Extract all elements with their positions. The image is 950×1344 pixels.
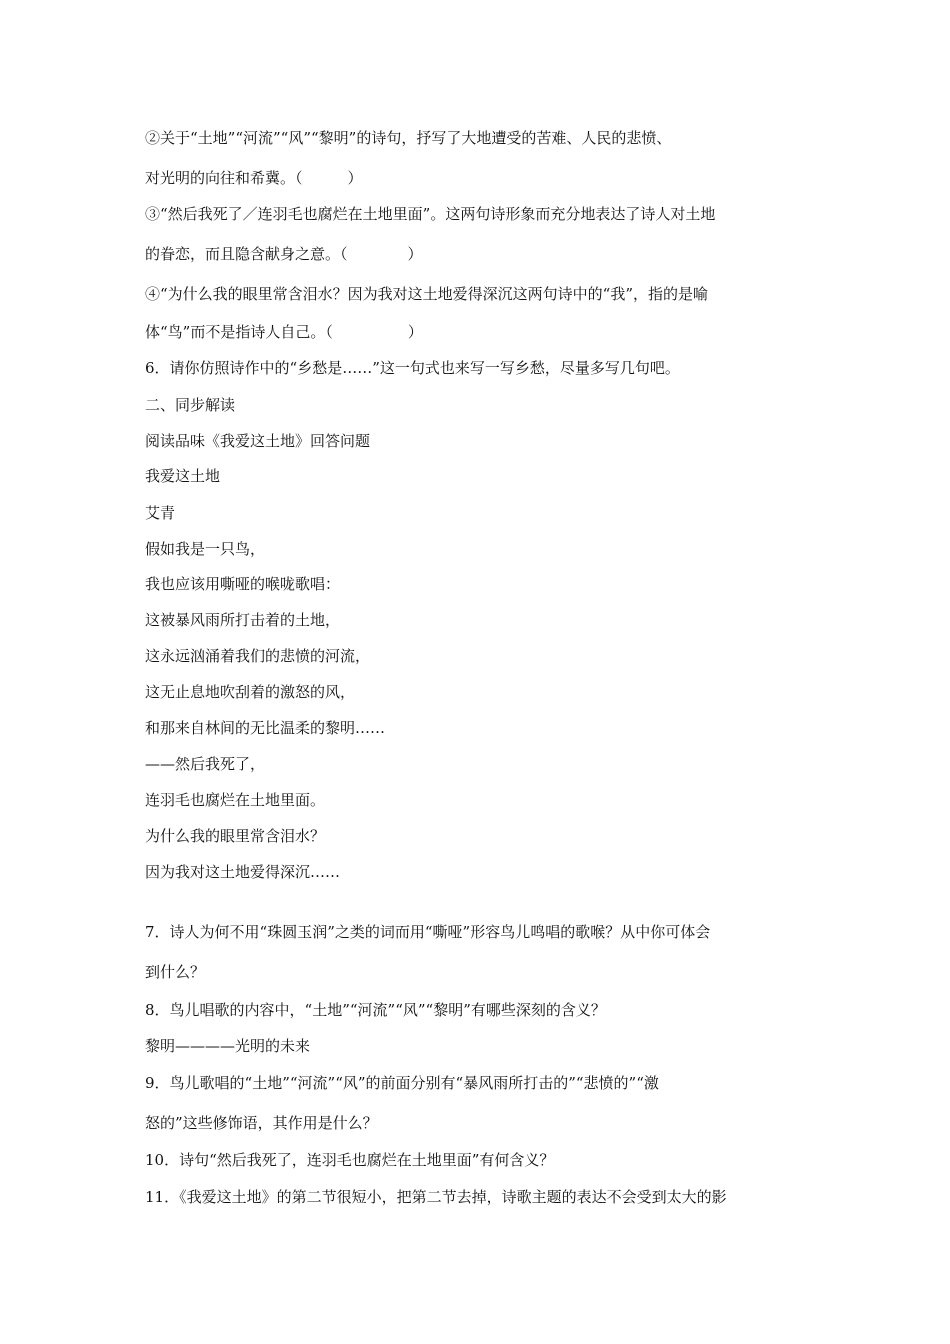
poem-line: 因为我对这土地爱得深沉…… bbox=[145, 863, 341, 881]
judgment-item-4-line-2: 体“鸟”而不是指诗人自己。（ ） bbox=[145, 323, 423, 341]
question-9-line-2: 怒的”这些修饰语，其作用是什么？ bbox=[145, 1114, 378, 1132]
judgment-item-4-line-1: ④“为什么我的眼里常含泪水？因为我对这土地爱得深沉这两句诗中的“我”，指的是喻 bbox=[145, 285, 709, 303]
poem-author: 艾青 bbox=[145, 504, 176, 522]
question-7-line-1: 7．诗人为何不用“珠圆玉润”之类的词而用“嘶哑”形容鸟儿鸣唱的歌喉？从中你可体会 bbox=[145, 923, 711, 941]
question-10: 10．诗句“然后我死了，连羽毛也腐烂在土地里面”有何含义？ bbox=[145, 1151, 555, 1169]
question-9-line-1: 9．鸟儿歌唱的“土地”“河流”“风”的前面分别有“暴风雨所打击的”“悲愤的”“激 bbox=[145, 1074, 659, 1092]
reading-instruction: 阅读品味《我爱这土地》回答问题 bbox=[145, 432, 371, 450]
poem-line: 这永远汹涌着我们的悲愤的河流， bbox=[145, 647, 371, 665]
judgment-item-2-line-2: 对光明的向往和希冀。（ ） bbox=[145, 169, 363, 187]
poem-title: 我爱这土地 bbox=[145, 467, 221, 485]
judgment-item-3-line-2: 的眷恋，而且隐含献身之意。（ ） bbox=[145, 245, 423, 263]
poem-line: 假如我是一只鸟， bbox=[145, 540, 266, 558]
question-11: 11．《我爱这土地》的第二节很短小，把第二节去掉，诗歌主题的表达不会受到太大的影 bbox=[145, 1188, 727, 1206]
poem-line: ——然后我死了， bbox=[145, 755, 266, 773]
judgment-item-2-line-1: ②关于“土地”“河流”“风”“黎明”的诗句，抒写了大地遭受的苦难、人民的悲愤、 bbox=[145, 129, 672, 147]
poem-line: 连羽毛也腐烂在土地里面。 bbox=[145, 791, 326, 809]
answer-dawn: 黎明————光明的未来 bbox=[145, 1037, 311, 1055]
question-7-line-2: 到什么？ bbox=[145, 963, 206, 981]
question-6: 6．请你仿照诗作中的“乡愁是……”这一句式也来写一写乡愁，尽量多写几句吧。 bbox=[145, 359, 680, 377]
poem-line: 这无止息地吹刮着的激怒的风， bbox=[145, 683, 356, 701]
poem-line: 为什么我的眼里常含泪水？ bbox=[145, 827, 326, 845]
section-heading: 二、同步解读 bbox=[145, 396, 236, 414]
poem-line: 和那来自林间的无比温柔的黎明…… bbox=[145, 719, 386, 737]
question-8: 8．鸟儿唱歌的内容中，“土地”“河流”“风”“黎明”有哪些深刻的含义？ bbox=[145, 1001, 606, 1019]
poem-line: 我也应该用嘶哑的喉咙歌唱： bbox=[145, 575, 341, 593]
poem-line: 这被暴风雨所打击着的土地， bbox=[145, 611, 341, 629]
judgment-item-3-line-1: ③“然后我死了／连羽毛也腐烂在土地里面”。这两句诗形象而充分地表达了诗人对土地 bbox=[145, 205, 716, 223]
